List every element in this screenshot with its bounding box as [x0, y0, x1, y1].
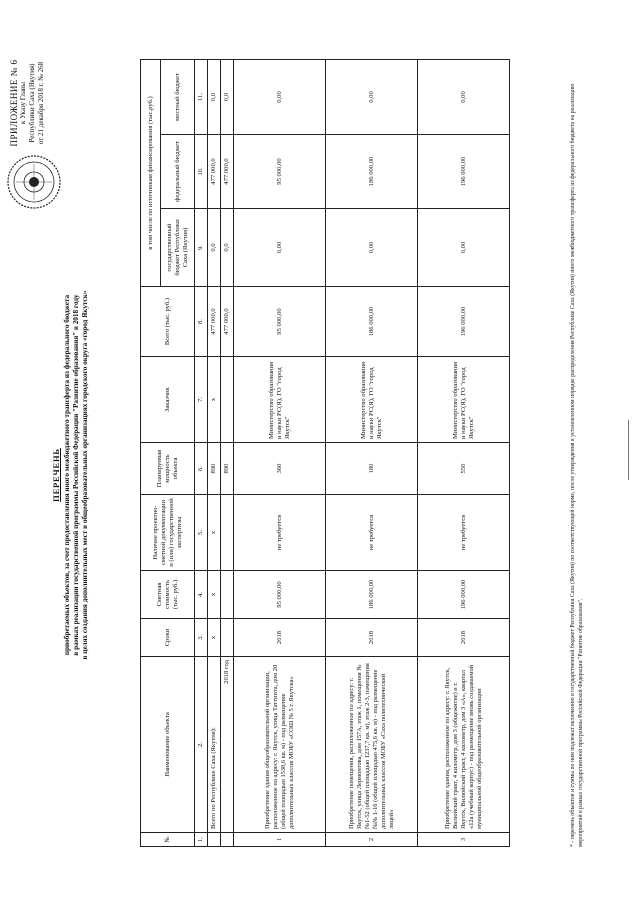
total-no — [208, 833, 221, 847]
total-federal: 477 000,0 — [208, 135, 221, 209]
row-terms: 2018 — [418, 619, 510, 657]
row-customer: Министерство образования и науки РС(Я), ГО "город Якутск" — [234, 357, 326, 443]
row-expertise: не требуется — [418, 495, 510, 571]
year-federal: 477 000,0 — [221, 135, 234, 209]
col-number: 9. — [195, 209, 208, 287]
header-estimate: Сметная стоимость (тыс. руб.) — [141, 571, 195, 619]
row-name: Приобретение здания общеобразовательной организации, расположенное по адресу: г. Якутск, улица Таттинта, дом 20 (общей площадью 1538,6 кв. м) - под размещение дополнительных классов МОБУ «СОШ № 5 г. Якутска» — [234, 657, 326, 833]
row-no: 3 — [418, 833, 510, 847]
row-capacity: 550 — [418, 443, 510, 495]
row-customer: Министерство образования и науки РС(Я), ГО "город Якутск" — [418, 357, 510, 443]
header-name: Наименование объекта — [141, 657, 195, 833]
appendix-line: к Указу Главы — [19, 82, 27, 124]
total-label: Всего по Республике Саха (Якутия): — [208, 657, 221, 833]
row-estimate: 196 000,00 — [418, 571, 510, 619]
row-federal: 186 000,00 — [326, 135, 418, 209]
appendix-number: ПРИЛОЖЕНИЕ № 6 — [9, 59, 19, 147]
total-sum: 477 000,0 — [208, 287, 221, 357]
header-customer: Заказчик — [141, 357, 195, 443]
col-number: 4. — [195, 571, 208, 619]
signature-line — [628, 420, 629, 480]
year-label: 2018 год — [221, 657, 234, 833]
col-number: 11. — [195, 60, 208, 135]
title-line: в целях создания дополнительных мест в общеобразовательных организациях городского округа «город Якутск» — [81, 290, 89, 660]
total-capacity: 890 — [208, 443, 221, 495]
year-total: 477 000,0 — [221, 287, 234, 357]
total-row — [208, 60, 221, 847]
year-capacity: 890 — [221, 443, 234, 495]
year-expertise — [221, 495, 234, 571]
row-capacity: 180 — [326, 443, 418, 495]
row-local: 0,00 — [418, 60, 510, 135]
row-terms: 2018 — [326, 619, 418, 657]
table-row — [326, 60, 418, 847]
document-title — [52, 195, 90, 755]
header-expertise: Наличие проектно-сметной документации и (или) государственной экспертизы — [141, 495, 195, 571]
row-customer: Министерство образования и науки РС(Я), ГО "город Якутск" — [326, 357, 418, 443]
total-terms: x — [208, 619, 221, 657]
year-terms — [221, 619, 234, 657]
col-number: 10. — [195, 135, 208, 209]
objects-table — [140, 59, 510, 847]
row-name: Приобретение здания, расположенное по адресу: г. Якутск, Вилюйский тракт, 4 километр, дом 3 (общежитие) и г. Якутск, Вилюйский тракт, 4 километр, дом 3 «А», квартал «12а (учебный корпус) - под размещение вновь создаваемой муниципальной общеобразовательной организации — [418, 657, 510, 833]
title-line: приобретаемых объектов, за счет предоставления иного межбюджетного трансферта из федерального бюджета — [63, 294, 71, 656]
appendix-header — [10, 48, 46, 158]
row-estimate: 95 000,00 — [234, 571, 326, 619]
table-row — [418, 60, 510, 847]
total-estimate: x — [208, 571, 221, 619]
column-number-row — [195, 60, 208, 847]
title-heading: ПЕРЕЧЕНЬ — [51, 448, 61, 502]
header-total: Всего (тыс. руб.) — [141, 287, 195, 357]
header-state-budget: государственный бюджет Республики Саха (Якутия) — [161, 209, 195, 287]
col-number: 6. — [195, 443, 208, 495]
col-number: 5. — [195, 495, 208, 571]
header-federal-budget: федеральный бюджет — [161, 135, 195, 209]
col-number: 2. — [195, 657, 208, 833]
year-no — [221, 833, 234, 847]
total-state: 0,0 — [208, 209, 221, 287]
row-name: Приобретение помещения, расположенное по адресу: г. Якутск, улица Лермонтова, дом 157А, этаж 1, помещения №№1-52 (общей площадью 1237,7 кв. м), этаж 2-3, помещения №№ 1-16 (общей площадью 475,6 кв. м) - под размещение дополнительных классов МОБУ «Саха политехнический лицей» — [326, 657, 418, 833]
col-number: 3. — [195, 619, 208, 657]
year-state: 0,0 — [221, 209, 234, 287]
row-estimate: 186 000,00 — [326, 571, 418, 619]
total-local: 0,0 — [208, 60, 221, 135]
row-state: 0,00 — [418, 209, 510, 287]
row-expertise: не требуется — [326, 495, 418, 571]
row-state: 0,00 — [326, 209, 418, 287]
col-number: 7. — [195, 357, 208, 443]
header-terms: Сроки — [141, 619, 195, 657]
year-local: 0,0 — [221, 60, 234, 135]
title-line: в рамках реализации государственной программы Российской Федерации "Развитие образования" в 2018 году — [72, 294, 80, 656]
row-total: 95 000,00 — [234, 287, 326, 357]
row-no: 1 — [234, 833, 326, 847]
table-header-row — [141, 60, 161, 847]
table-row — [234, 60, 326, 847]
row-federal: 95 000,00 — [234, 135, 326, 209]
row-local: 0,00 — [326, 60, 418, 135]
row-state: 0,00 — [234, 209, 326, 287]
appendix-line: Республики Саха (Якутия) — [28, 63, 36, 143]
row-terms: 2018 — [234, 619, 326, 657]
footnote: * - перечень объектов и суммы по ним подлежат включению в государственный бюджет Республики Саха (Якутия) по соответствующей норме, после утверждения в установленном порядке распределения Республике Саха (Якутия) иного межбюджетного трансферта из федерального бюджета на реализацию мероприятий в рамках государственной программы Российской Федерации "Развитие образования". — [570, 83, 584, 847]
appendix-line: от 21 декабря 2018 г. № 268 — [37, 61, 45, 145]
total-expertise: x — [208, 495, 221, 571]
row-federal: 196 000,00 — [418, 135, 510, 209]
row-no: 2 — [326, 833, 418, 847]
year-estimate — [221, 571, 234, 619]
total-customer: x — [208, 357, 221, 443]
year-customer — [221, 357, 234, 443]
row-total: 186 000,00 — [326, 287, 418, 357]
row-total: 196 000,00 — [418, 287, 510, 357]
header-sources-group: в том числе по источникам финансирования (тыс.руб.) — [141, 60, 161, 287]
row-local: 0,00 — [234, 60, 326, 135]
row-capacity: 360 — [234, 443, 326, 495]
col-number: 8. — [195, 287, 208, 357]
header-capacity: Планируемая мощность объекта — [141, 443, 195, 495]
row-expertise: не требуется — [234, 495, 326, 571]
col-number: 1. — [195, 833, 208, 847]
year-row — [221, 60, 234, 847]
header-no: № — [141, 833, 195, 847]
header-local-budget: местный бюджет — [161, 60, 195, 135]
